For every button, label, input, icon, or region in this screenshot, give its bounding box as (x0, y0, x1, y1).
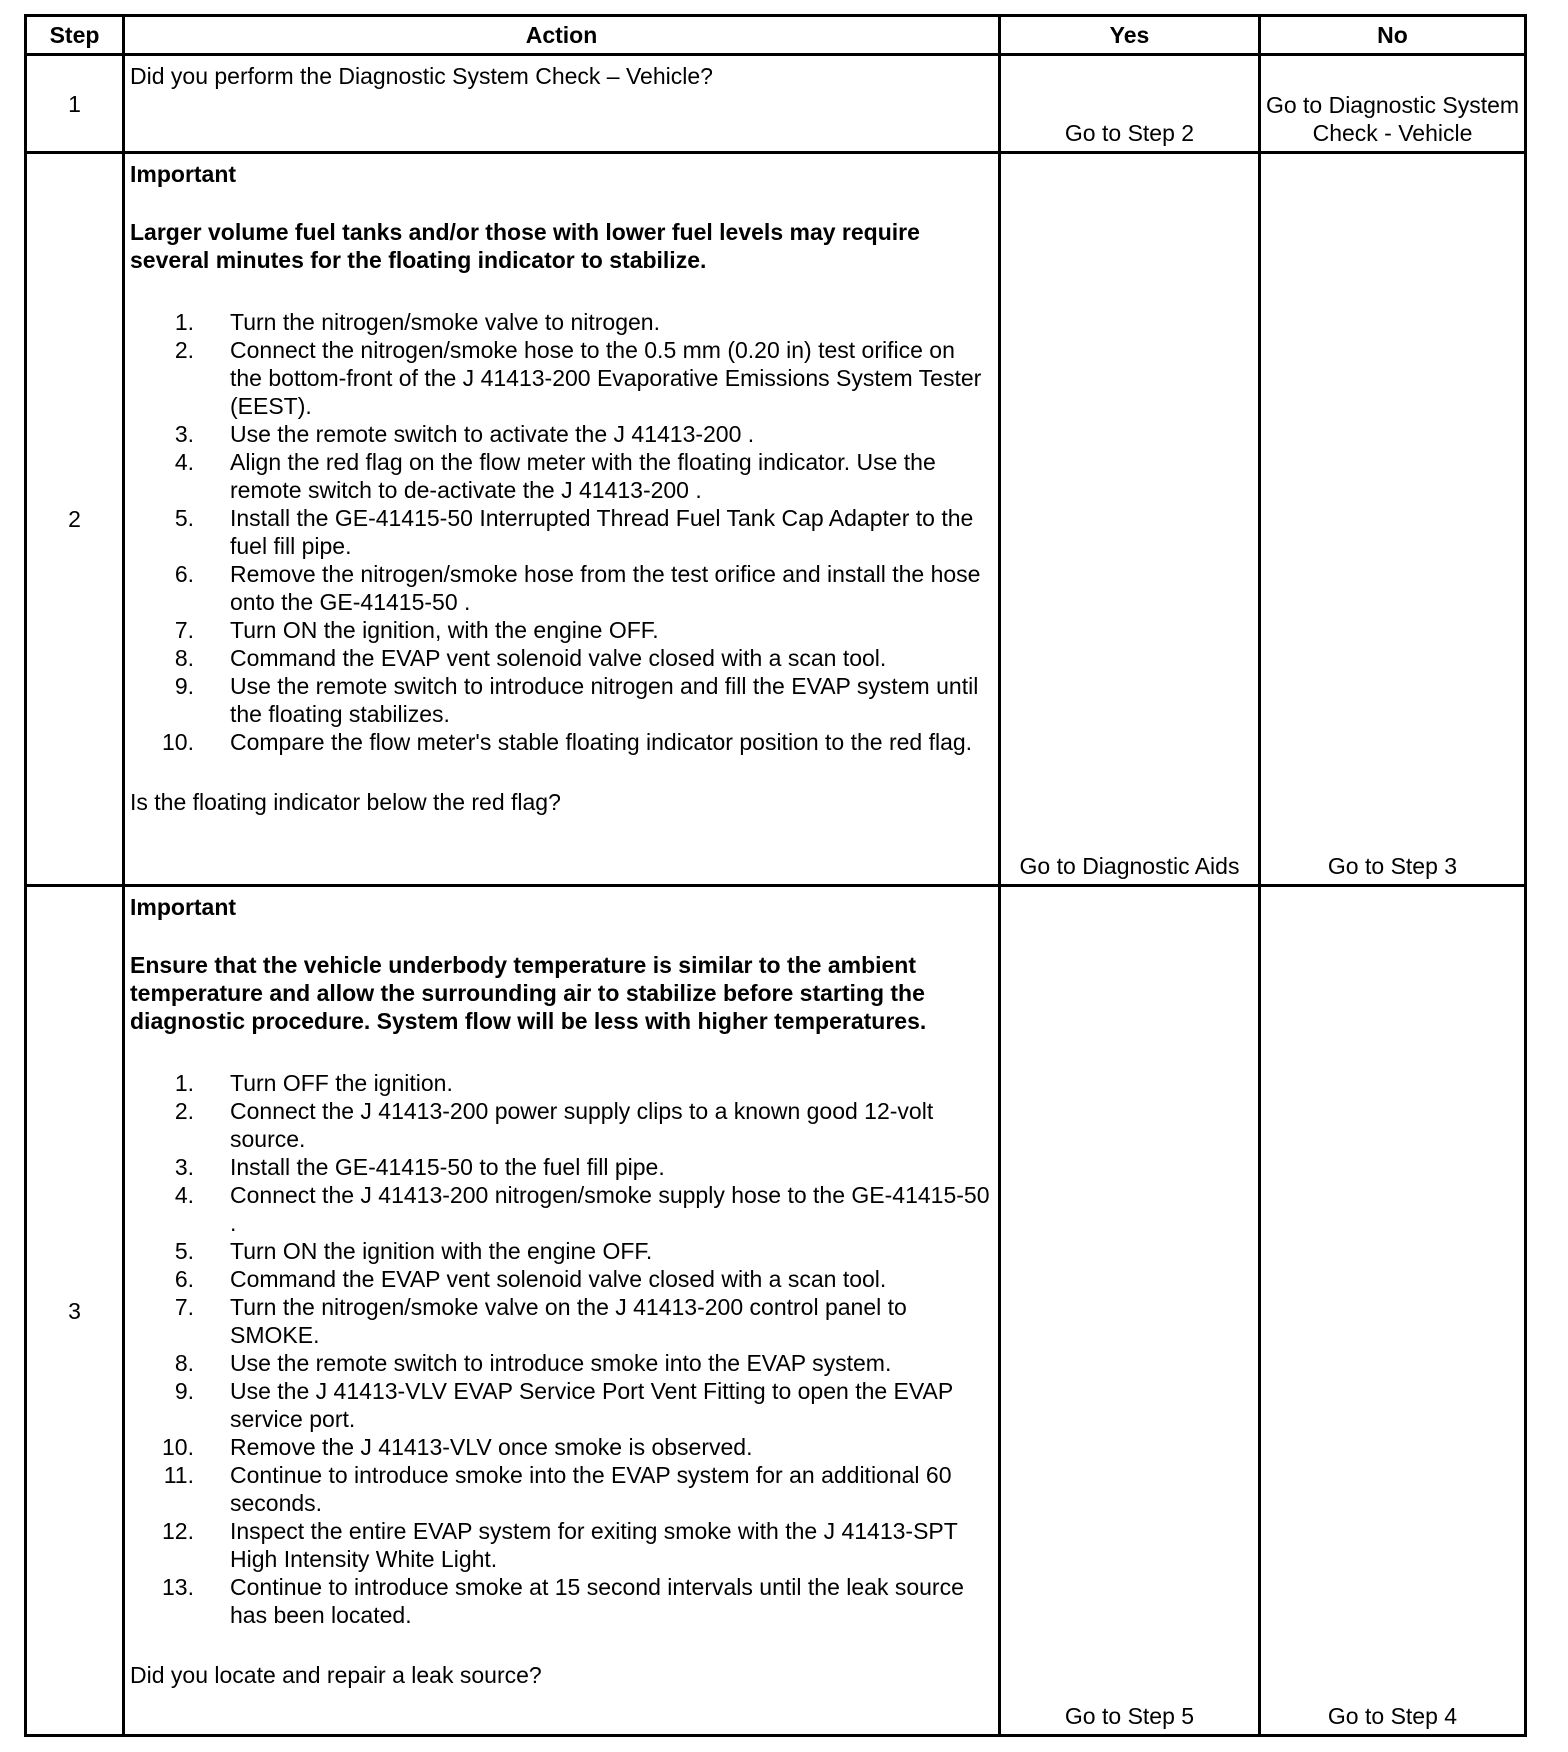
substep-text: Command the EVAP vent solenoid valve closed with a scan tool. (230, 1266, 887, 1293)
list-item (130, 1433, 993, 1461)
action-cell (124, 886, 1000, 1736)
list-item (130, 1069, 993, 1097)
substep-text: Use the remote switch to introduce smoke into the EVAP system. (230, 1350, 892, 1377)
header-action: Action (124, 16, 1000, 55)
substep-text: Turn the nitrogen/smoke valve on the J 41413-200 control panel to SMOKE. (230, 1294, 907, 1349)
substep-text: Command the EVAP vent solenoid valve closed with a scan tool. (230, 645, 887, 672)
substep-number: 3. (174, 421, 194, 448)
substep-text: Turn OFF the ignition. (230, 1070, 453, 1097)
substep-text: Install the GE-41415-50 to the fuel fill pipe. (230, 1154, 665, 1181)
action-cell (124, 153, 1000, 886)
list-item (130, 1377, 993, 1433)
question: Is the floating indicator below the red flag? (130, 789, 561, 816)
header-step: Step (26, 16, 124, 55)
substep-number: 4. (174, 1182, 194, 1209)
list-item (130, 1097, 993, 1153)
no-link[interactable]: Go to Diagnostic System Check - Vehicle (1260, 55, 1526, 153)
substep-number: 7. (174, 1294, 194, 1321)
important-text: Larger volume fuel tanks and/or those with lower fuel levels may require several minutes for the floating indicator to stabilize. (130, 219, 920, 274)
substep-number: 10. (162, 1434, 194, 1461)
list-item (130, 1573, 993, 1629)
question: Did you locate and repair a leak source? (130, 1662, 542, 1689)
substep-text: Continue to introduce smoke into the EVAP system for an additional 60 seconds. (230, 1462, 952, 1517)
action-cell (124, 55, 1000, 153)
list-item (130, 1461, 993, 1517)
important-title: Important (130, 161, 237, 188)
yes-link[interactable]: Go to Diagnostic Aids (1000, 153, 1260, 886)
substep-text: Use the J 41413-VLV EVAP Service Port Vent Fitting to open the EVAP service port. (230, 1378, 953, 1433)
substep-text: Align the red flag on the flow meter with the floating indicator. Use the remote switch to de-activate the J 41413-200 . (230, 449, 936, 504)
substep-number: 4. (174, 449, 194, 476)
substep-number: 2. (174, 1098, 194, 1125)
substep-text: Turn ON the ignition with the engine OFF. (230, 1238, 653, 1265)
substep-number: 8. (174, 1350, 194, 1377)
substep-text: Remove the nitrogen/smoke hose from the test orifice and install the hose onto the GE-41415-50 . (230, 561, 981, 616)
substep-text: Remove the J 41413-VLV once smoke is observed. (230, 1434, 753, 1461)
substep-text: Connect the J 41413-200 power supply clips to a known good 12-volt source. (230, 1098, 934, 1153)
list-item (130, 728, 993, 756)
substep-number: 9. (174, 1378, 194, 1405)
list-item (130, 1237, 993, 1265)
substep-number: 2. (174, 337, 194, 364)
question: Did you perform the Diagnostic System Check – Vehicle? (130, 63, 713, 89)
important-title: Important (130, 894, 237, 921)
substep-list (130, 1069, 993, 1629)
yes-link[interactable]: Go to Step 2 (1000, 55, 1260, 153)
substep-text: Turn the nitrogen/smoke valve to nitrogen. (230, 309, 660, 336)
list-item (130, 560, 993, 616)
substep-text: Connect the J 41413-200 nitrogen/smoke supply hose to the GE-41415-50 . (230, 1182, 990, 1237)
header-no: No (1260, 16, 1526, 55)
list-item (130, 448, 993, 504)
substep-text: Compare the flow meter's stable floating indicator position to the red flag. (230, 729, 973, 756)
list-item (130, 308, 993, 336)
yes-link[interactable]: Go to Step 5 (1000, 886, 1260, 1736)
substep-number: 5. (174, 1238, 194, 1265)
substep-number: 1. (174, 1070, 194, 1097)
step-number: 2 (26, 153, 124, 886)
substep-number: 6. (174, 561, 194, 588)
list-item (130, 420, 993, 448)
substep-number: 7. (174, 617, 194, 644)
substep-number: 13. (162, 1574, 194, 1601)
substep-number: 3. (174, 1154, 194, 1181)
substep-text: Use the remote switch to introduce nitrogen and fill the EVAP system until the floating stabilizes. (230, 673, 979, 728)
no-link[interactable]: Go to Step 4 (1260, 886, 1526, 1736)
list-item (130, 1349, 993, 1377)
substep-text: Connect the nitrogen/smoke hose to the 0.5 mm (0.20 in) test orifice on the bottom-front of the J 41413-200 Evaporative Emissions System Tester (EEST). (230, 337, 982, 420)
table-row-step-3 (26, 886, 1526, 1736)
step-number: 3 (26, 886, 124, 1736)
substep-number: 8. (174, 645, 194, 672)
substep-number: 10. (162, 729, 194, 756)
no-link[interactable]: Go to Step 3 (1260, 153, 1526, 886)
substep-number: 9. (174, 673, 194, 700)
substep-number: 6. (174, 1266, 194, 1293)
list-item (130, 616, 993, 644)
list-item (130, 1153, 993, 1181)
substep-list (130, 308, 993, 756)
table-row-step-1 (26, 55, 1526, 153)
substep-text: Inspect the entire EVAP system for exiting smoke with the J 41413-SPT High Intensity White Light. (230, 1518, 958, 1573)
list-item (130, 1181, 993, 1237)
substep-number: 11. (163, 1462, 194, 1489)
substep-text: Install the GE-41415-50 Interrupted Thread Fuel Tank Cap Adapter to the fuel fill pipe. (230, 505, 974, 560)
list-item (130, 672, 993, 728)
substep-number: 12. (162, 1518, 194, 1545)
list-item (130, 1293, 993, 1349)
step-number: 1 (26, 55, 124, 153)
list-item (130, 336, 993, 420)
important-text: Ensure that the vehicle underbody temperature is similar to the ambient temperature and allow the surrounding air to stabilize before starting the diagnostic procedure. System flow will be less with higher temperatures. (130, 952, 927, 1035)
substep-text: Turn ON the ignition, with the engine OFF. (230, 617, 659, 644)
substep-text: Continue to introduce smoke at 15 second intervals until the leak source has been located. (230, 1574, 964, 1629)
list-item (130, 1517, 993, 1573)
list-item (130, 504, 993, 560)
list-item (130, 1265, 993, 1293)
substep-number: 5. (174, 505, 194, 532)
list-item (130, 644, 993, 672)
substep-text: Use the remote switch to activate the J 41413-200 . (230, 421, 755, 448)
diagnostic-table (24, 14, 1527, 1737)
substep-number: 1. (174, 309, 194, 336)
table-row-step-2 (26, 153, 1526, 886)
header-yes: Yes (1000, 16, 1260, 55)
header-row (26, 16, 1526, 55)
